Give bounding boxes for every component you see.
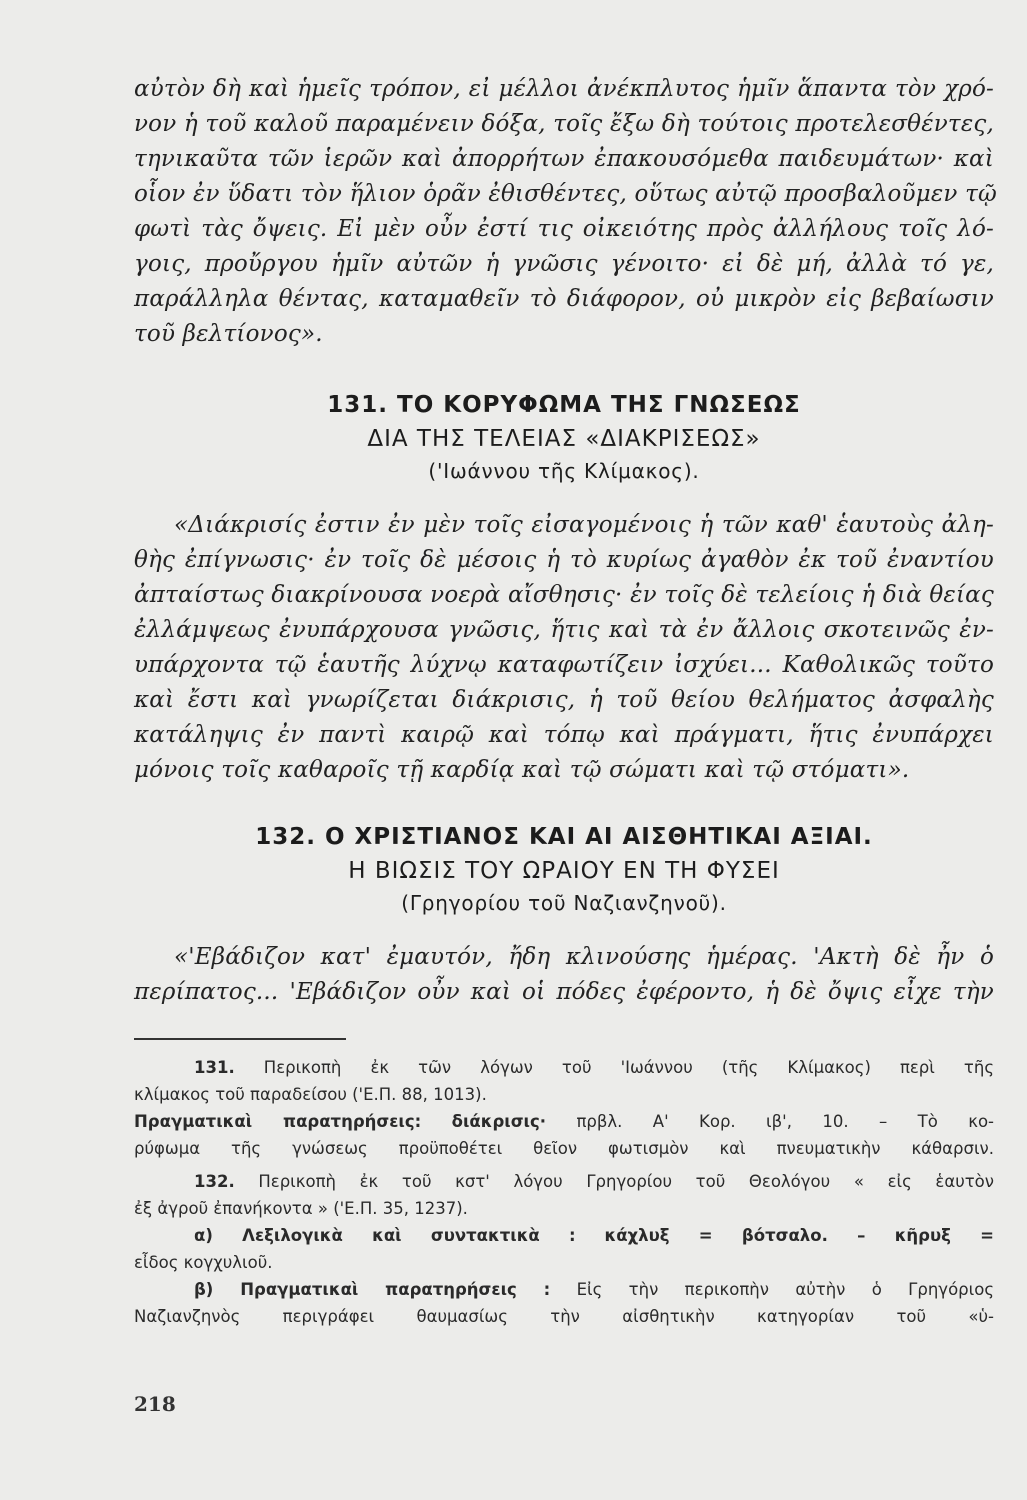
footnote-132-beta-text: Εἰς τὴν περικοπὴν αὐτὴν ὁ Γρηγόριος	[576, 1280, 994, 1299]
footnote-132-alpha-text: κάχλυξ = βότσαλο. – κῆρυξ =	[604, 1226, 994, 1245]
footnote-132-beta-cont: Ναζιανζηνὸς περιγράφει θαυμασίως τὴν αἰσθητικὴν κατηγορίαν τοῦ «ὑ-	[134, 1307, 994, 1326]
footnote-132-beta-label: β) Πραγματικαὶ παρατηρήσεις :	[194, 1280, 551, 1299]
text-line: μόνοις τοῖς καθαροῖς τῇ καρδίᾳ καὶ τῷ σώματι καὶ τῷ στόματι».	[134, 757, 910, 783]
text-line: τηνικαῦτα τῶν ἱερῶν καὶ ἀπορρήτων ἐπακουσόμεθα παιδευμάτων· καὶ	[134, 146, 994, 172]
text-line: αὐτὸν δὴ καὶ ἡμεῖς τρόπον, εἰ μέλλοι ἀνέκπλυτος ἡμῖν ἅπαντα τὸν χρό-	[134, 76, 994, 102]
footnote-132-line2: ἐξ ἀγροῦ ἐπανήκοντα » ('Ε.Π. 35, 1237).	[134, 1199, 468, 1218]
footnote-131-label: Πραγματικαὶ παρατηρήσεις:	[134, 1112, 422, 1131]
footnote-132-alpha-label: α) Λεξιλογικὰ καὶ συντακτικὰ :	[194, 1226, 576, 1245]
section-132-title: 132. Ο ΧΡΙΣΤΙΑΝΟΣ ΚΑΙ ΑΙ ΑΙΣΘΗΤΙΚΑΙ ΑΞΙΑΙ.	[255, 824, 873, 850]
footnote-131-line4: ρύφωμα τῆς γνώσεως προϋποθέτει θεῖον φωτισμὸν καὶ πνευματικὴν κάθαρσιν.	[134, 1139, 994, 1158]
section-131-subtitle: ΔΙΑ ΤΗΣ ΤΕΛΕΙΑΣ «ΔΙΑΚΡΙΣΕΩΣ»	[367, 426, 761, 452]
section-131-source: ('Ιωάννου τῆς Κλίμακος).	[428, 459, 700, 483]
footnote-131-line3	[134, 1108, 994, 1135]
section-132-subtitle: Η ΒΙΩΣΙΣ ΤΟΥ ΩΡΑΙΟΥ ΕΝ ΤΗ ΦΥΣΕΙ	[348, 858, 780, 884]
footnote-132-number: 132.	[194, 1172, 235, 1191]
text-line: καὶ ἔστι καὶ γνωρίζεται διάκρισις, ἡ τοῦ θείου θελήματος ἀσφαλὴς	[134, 687, 994, 713]
footnote-132-alpha	[134, 1222, 994, 1249]
footnote-131-text: Περικοπὴ ἐκ τῶν λόγων τοῦ 'Ιωάννου (τῆς Κλίμακος) περὶ τῆς	[263, 1058, 995, 1077]
text-line: οἷον ἐν ὕδατι τὸν ἥλιον ὁρᾶν ἐθισθέντες, οὕτως αὐτῷ προσβαλοῦμεν τῷ	[134, 181, 997, 207]
text-line: ἀπταίστως διακρίνουσα νοερὰ αἴσθησις· ἐν τοῖς δὲ τελείοις ἡ διὰ θείας	[134, 582, 994, 608]
footnote-132-text: Περικοπὴ ἐκ τοῦ κστ' λόγου Γρηγορίου τοῦ Θεολόγου « εἰς ἑαυτὸν	[258, 1172, 994, 1191]
text-line: φωτὶ τὰς ὄψεις. Εἰ μὲν οὖν ἐστί τις οἰκειότης πρὸς ἀλλήλους τοῖς λό-	[134, 216, 994, 242]
text-line: περίπατος... 'Εβάδιζον οὖν καὶ οἱ πόδες ἐφέροντο, ἡ δὲ ὄψις εἶχε τὴν	[134, 979, 994, 1005]
section-132-heading	[134, 820, 994, 918]
section-132-body	[134, 940, 994, 1010]
text-line: γοις, προὔργου ἡμῖν αὐτῶν ἡ γνῶσις γένοιτο· εἰ δὲ μή, ἀλλὰ τό γε,	[134, 251, 994, 277]
text-line: ἐλλάμψεως ἐνυπάρχουσα γνῶσις, ἥτις καὶ τὰ ἐν ἄλλοις σκοτεινῶς ἐν-	[134, 617, 994, 643]
footnote-132-beta	[134, 1276, 994, 1303]
section-132-source: (Γρηγορίου τοῦ Ναζιανζηνοῦ).	[401, 891, 727, 915]
text-line: υπάρχοντα τῷ ἑαυτῆς λύχνῳ καταφωτίζειν ἰσχύει... Καθολικῶς τοῦτο	[134, 652, 994, 678]
footnote-131-line2: κλίμακος τοῦ παραδείσου ('Ε.Π. 88, 1013).	[134, 1085, 487, 1104]
footnote-131-line1	[134, 1054, 994, 1081]
footnotes	[134, 1054, 994, 1330]
footnote-132-line1	[134, 1168, 994, 1195]
text-line: νον ἡ τοῦ καλοῦ παραμένειν δόξα, τοῖς ἔξω δὴ τούτοις προτελεσθέντες,	[134, 111, 994, 137]
footnote-separator	[134, 1038, 346, 1040]
text-line: τοῦ βελτίονος».	[134, 321, 323, 347]
footnote-131-ref: πρβλ. Α' Κορ. ιβ', 10. – Τὸ κο-	[576, 1112, 994, 1131]
footnote-132-alpha-cont: εἶδος κογχυλιοῦ.	[134, 1253, 273, 1272]
section-131-body	[134, 508, 994, 788]
text-line: «'Εβάδιζον κατ' ἐμαυτόν, ἤδη κλινούσης ἡμέρας. 'Ακτὴ δὲ ἦν ὁ	[174, 944, 994, 970]
body-paragraph-top	[134, 72, 997, 352]
text-line: κατάληψις ἐν παντὶ καιρῷ καὶ τόπῳ καὶ πράγματι, ἥτις ἐνυπάρχει	[134, 722, 994, 748]
text-line: παράλληλα θέντας, καταμαθεῖν τὸ διάφορον, οὐ μικρὸν εἰς βεβαίωσιν	[134, 286, 994, 312]
text-line: θὴς ἐπίγνωσις· ἐν τοῖς δὲ μέσοις ἡ τὸ κυρίως ἀγαθὸν ἐκ τοῦ ἐναντίου	[134, 547, 994, 573]
footnote-131-number: 131.	[194, 1058, 235, 1077]
footnote-131-term: διάκρισις·	[451, 1112, 547, 1131]
page-number: 218	[134, 1392, 176, 1416]
section-131-heading	[134, 388, 994, 486]
section-131-title: 131. ΤΟ ΚΟΡΥΦΩΜΑ ΤΗΣ ΓΝΩΣΕΩΣ	[327, 392, 801, 418]
text-line: «Διάκρισίς ἐστιν ἐν μὲν τοῖς εἰσαγομένοις ἡ τῶν καθ' ἑαυτοὺς ἀλη-	[174, 512, 994, 538]
